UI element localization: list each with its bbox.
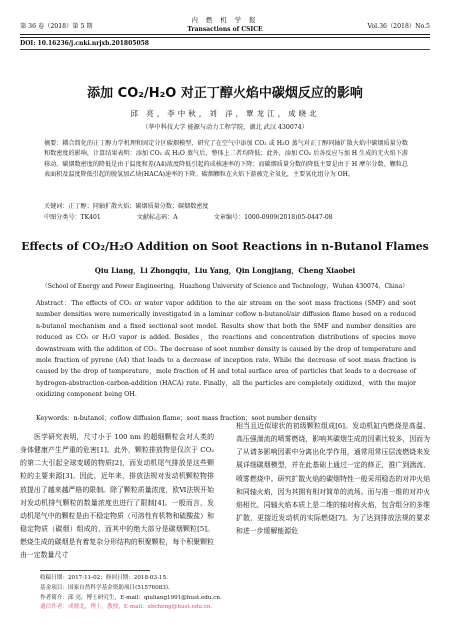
title-en: Effects of CO₂/H₂O Addition on Soot Reactions in n-Butanol Flames (21, 240, 429, 253)
keywords-cn: 关键词：正丁醇；同轴扩散火焰；碳烟质量分数；碳烟数密度 (44, 203, 209, 210)
body-column-right: 相当且近似球状的初级颗粒组成[6]。发动机缸内燃烧是高温、高压强湍流的喷雾燃烧，影响其碳烟生成的因素比较多，因而为了从请多影响因素中分离出化学作用，通常用常压层流燃烧来发展详细碳烟模型，并在此基础上通过一定的修正，推广到湍流、喷雾燃烧中。研究扩散火焰的碳烟特性一般采用稳态的对冲火焰和同轴火焰，因为其拥有相对简单的流场。而与准一维的对冲火焰相比，同轴火焰本质上是二维的轴对称火焰，包含组分的多维扩散，更接近发动机的实际燃烧[7]。为了达到排放法规的要求和进一步缓解能源危 (236, 422, 430, 536)
footnote-author: 作者简介：邱 亮，博士研究生，E-mail：qiuliang1991@hust.edu.cn. (40, 594, 222, 601)
authors-cn: 邱 亮，李中秋，刘 洋，覃龙江，成晓北 (130, 109, 320, 118)
abstract-en: Abstract：The effects of CO₂ or water vapor addition to the air stream on the soot mass fractions (SMF) and soot number densities were numerically investigated in a laminar coflow n-butanol/air diffusion flame based on a reduced n-butanol mechanism and a fixed sectional soot model. Results show that both the SMF and number densities are reduced as CO₂ or H₂O vapor is added. Besides，the reactions and concentration distributions of species move downstream with the addition of CO₂. The decrease of soot number density is caused by the drop of temperature and mole fraction of pyrene (A4) that leads to a decrease of inception rate. While the decrease of soot mass fraction is caused by the drop of temperature，mole fraction of H and total surface area of particles that leads to a decrease of hydrogen-abstraction-carbon-addition (HACA) rate. Finally，all the particles are completely oxidized，with the major oxidizing component being OH. (36, 300, 416, 399)
header-rule-thin (20, 37, 430, 38)
footnote-received: 收稿日期：2017-11-02；修回日期：2018-03-15. (40, 575, 168, 581)
document-code: 文献标志码：A (136, 214, 178, 221)
keywords-en: Keywords：n-butanol；coflow diffusion flame；soot mass fraction；soot number density (36, 415, 317, 422)
running-header-volume: Vol.36（2018）No.5 (367, 23, 430, 30)
footnote-fund: 基金项目：国家自然科学基金资助项目(51576083). (40, 584, 170, 591)
journal-name-cn: 内 燃 机 学 报 (191, 16, 259, 24)
body-column-left: 医学研究表明，尺寸小于 100 nm 的超细颗粒会对人类的身体健康产生严重的危害[1]。此外，颗粒排放物是仅次于 CO₂ 的第二大引起全球变暖的物质[2]，而发动机尾气排放是这些颗粒的主要来源[3]。因此，近年来，排放法规对发动机颗粒物排放提出了越来越严格的限制。除了颗粒质量浓度，欧Ⅵ法规开始对发动机排气颗粒的数量浓度也进行了限制[4]。一般而言，发动机尾气中的颗粒是由不稳定物质（可溶性有机物和硫酸盐）和稳定物质（碳烟）组成的，而其中的绝大部分是碳烟颗粒[5]。燃烧生成的碳烟是有着复杂分形结构的积聚颗粒，每个积聚颗粒由一定数量尺寸 (20, 433, 214, 560)
journal-name-en: Transactions of CSICE (187, 26, 263, 33)
footnotes (40, 574, 240, 613)
doi-rule (20, 49, 430, 50)
title-cn: 添加 CO₂/H₂O 对正丁醇火焰中碳烟反应的影响 (87, 86, 363, 101)
affiliation-en: （School of Energy and Power Engineering，Huazhong University of Science and Technology，Wuhan 430074，China） (41, 283, 409, 290)
doi: DOI: 10.16236/j.cnki.nrjxb.201805058 (20, 40, 149, 47)
running-header-issue: 第 36 卷（2018）第 5 期 (20, 23, 93, 30)
header-rule-thick (20, 34, 430, 35)
authors-en: Qiu Liang，Li Zhongqiu，Liu Yang，Qin Longjiang，Cheng Xiaobei (94, 266, 356, 275)
affiliation-cn: （华中科技大学 能源与动力工程学院，湖北 武汉 430074） (142, 124, 308, 131)
classification-line (44, 213, 408, 223)
footnote-rule (40, 570, 150, 571)
footnote-contact: 通信作者：成晓北，博士，教授，E-mail：xbcheng@hust.edu.cn. (40, 604, 213, 611)
running-header-journal (150, 16, 300, 34)
article-number: 文章编号：1000-0909(2018)05-0447-08 (213, 214, 333, 221)
abstract-cn: 摘要：耦合简化的正丁醇力学机理和固定分区碳烟模型，研究了在空气中添加 CO₂ 或 H₂O 蒸气对正丁醇同轴扩散火焰中碳烟质量分数和数密度的影响，计算结果表明：添加 CO₂ 或 H₂O 蒸气后，整体上二者均降低；此外，添加 CO₂ 后各反应与加 H 生成的无火焰下游移动。碳烟数密度的降低是由于温度和差(A4)浓度降低引起的成核速率的下降；而碳烟质量分数的降低主要是由于 H 摩尔分数、颗粒总表面积及温度降低引起的脱氢加乙炔(HACA)速率的下降。碳烟颗粒在火焰下游被完全氧化，主要氧化组分为 OH。 (44, 140, 408, 179)
classification-number: 中图分类号：TK401 (44, 214, 101, 221)
